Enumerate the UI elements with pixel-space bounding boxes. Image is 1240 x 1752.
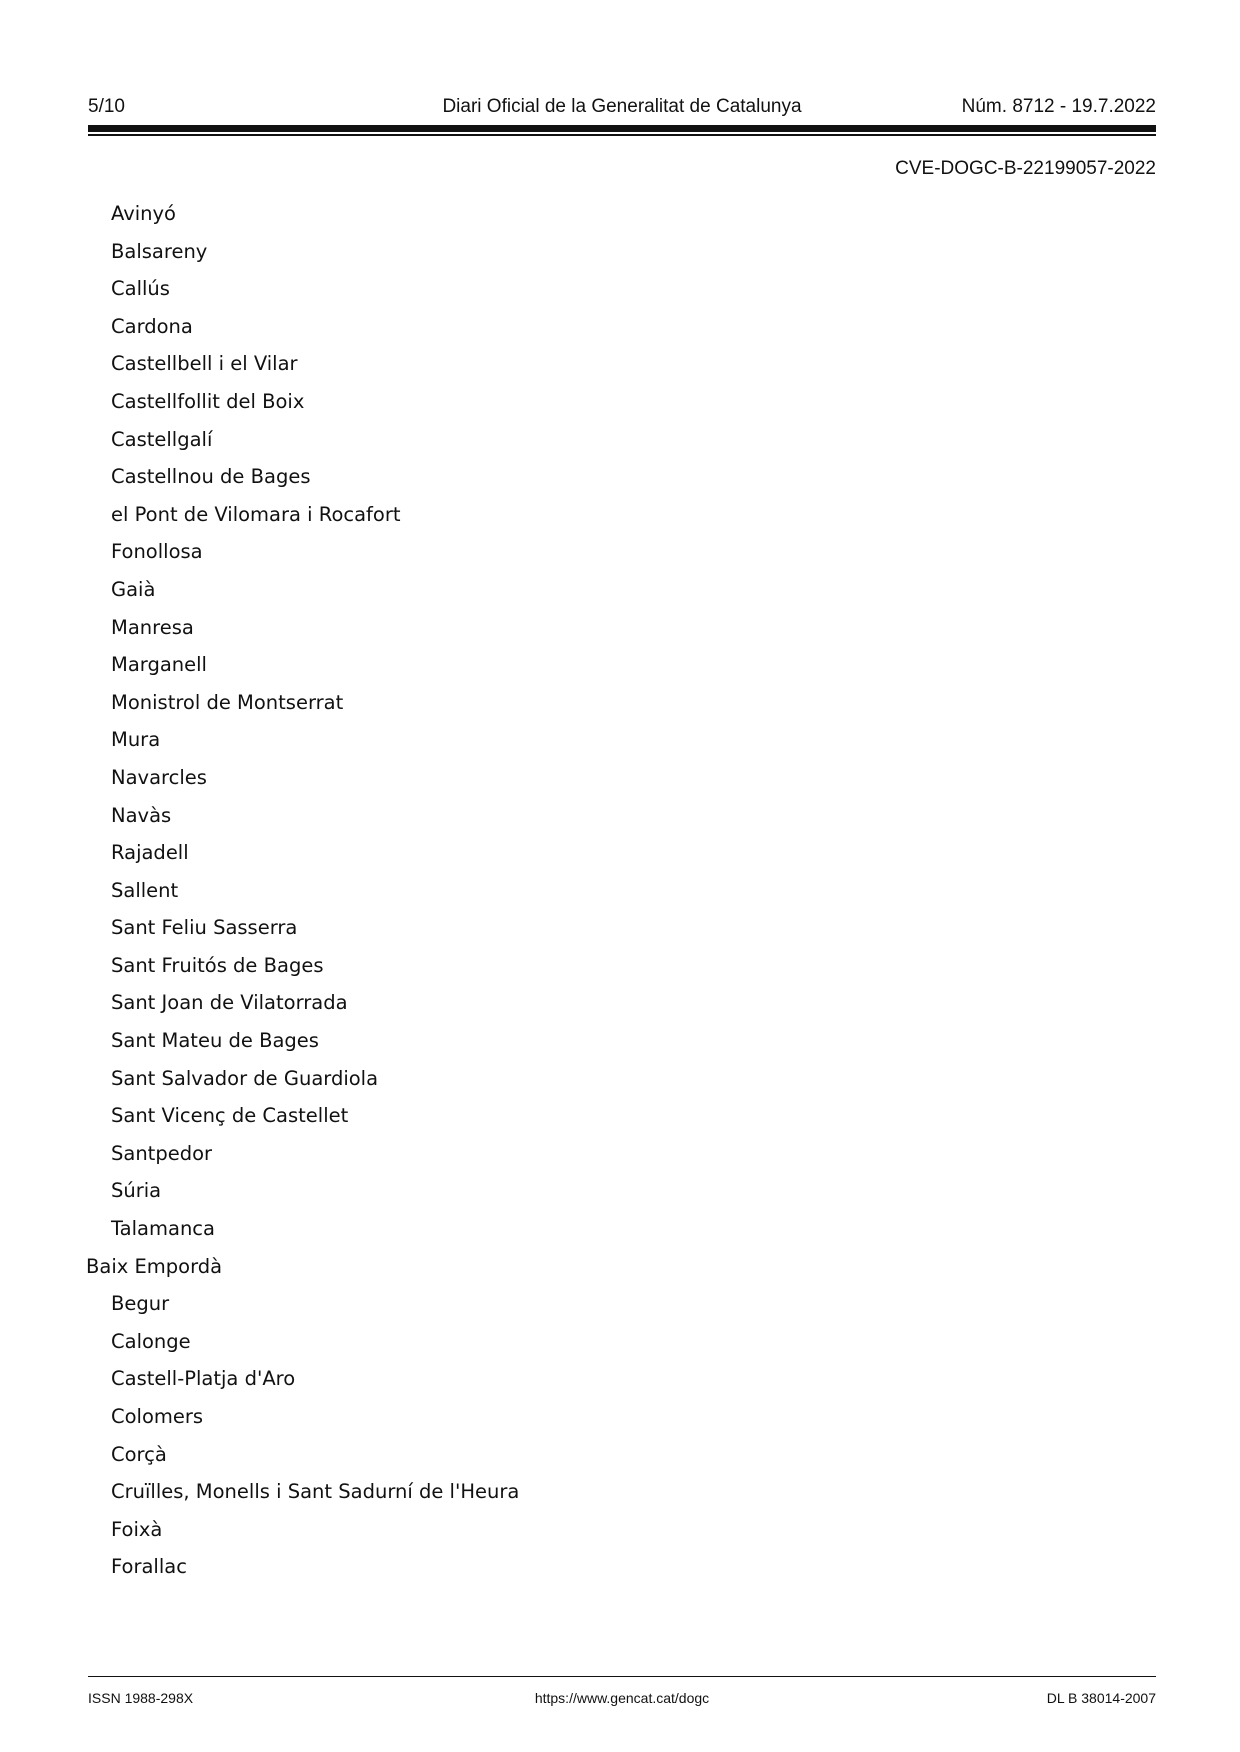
page-footer [88,1690,1156,1710]
municipality-item: Balsareny [111,239,208,263]
journal-title: Diari Oficial de la Generalitat de Catalunya [442,96,802,117]
municipality-item: Sallent [111,878,179,902]
header-rule-thin [88,134,1156,136]
municipality-item: Cardona [111,314,193,338]
municipality-item: Castellnou de Bages [111,465,311,489]
municipality-item: Castellfollit del Boix [111,389,305,413]
cve-code: CVE-DOGC-B-22199057-2022 [895,158,1156,179]
municipality-item: Foixà [111,1517,163,1541]
municipality-item: Colomers [111,1405,204,1428]
municipality-item: Navàs [111,803,172,827]
municipality-item: Cruïlles, Monells i Sant Sadurní de l'Heura [111,1480,520,1504]
municipality-item: Begur [111,1292,170,1316]
municipality-item: Navarcles [111,765,207,789]
municipality-item: el Pont de Vilomara i Rocafort [111,502,401,526]
page-number: 5/10 [88,96,125,117]
issn: ISSN 1988-298X [88,1690,194,1706]
municipality-item: Fonollosa [111,540,203,564]
issue-number-date: Núm. 8712 - 19.7.2022 [961,96,1156,117]
municipality-item: Manresa [111,615,194,639]
municipality-item: Santpedor [111,1141,213,1165]
municipality-item: Avinyó [111,202,176,225]
municipality-item: Castellbell i el Vilar [111,352,298,376]
municipality-item: Sant Vicenç de Castellet [111,1104,349,1128]
municipality-item: Talamanca [111,1217,215,1241]
municipality-item: Sant Mateu de Bages [111,1029,319,1053]
legal-deposit: DL B 38014-2007 [1046,1690,1156,1706]
footer-rule [88,1676,1156,1677]
municipality-item: Castell-Platja d'Aro [111,1367,296,1391]
header-rule-thick [88,125,1156,132]
municipality-item: Gaià [111,577,156,601]
page-header [88,96,1156,122]
comarca-heading: Baix Empordà [86,1254,223,1278]
municipality-item: Súria [111,1179,162,1203]
municipality-item: Sant Joan de Vilatorrada [111,991,348,1015]
municipality-item: Sant Feliu Sasserra [111,916,298,940]
journal-url[interactable]: https://www.gencat.cat/dogc [534,1690,710,1706]
municipality-item: Sant Salvador de Guardiola [111,1066,379,1090]
municipality-item: Monistrol de Montserrat [111,690,344,714]
municipality-list [0,195,1240,1586]
municipality-item: Forallac [111,1555,187,1579]
municipality-item: Calonge [111,1329,191,1353]
municipality-item: Callús [111,277,170,301]
municipality-item: Marganell [111,653,207,677]
municipality-item: Sant Fruitós de Bages [111,953,324,977]
municipality-item: Castellgalí [111,427,213,451]
municipality-item: Rajadell [111,841,189,865]
municipality-item: Mura [111,728,161,752]
municipality-item: Corçà [111,1442,167,1466]
